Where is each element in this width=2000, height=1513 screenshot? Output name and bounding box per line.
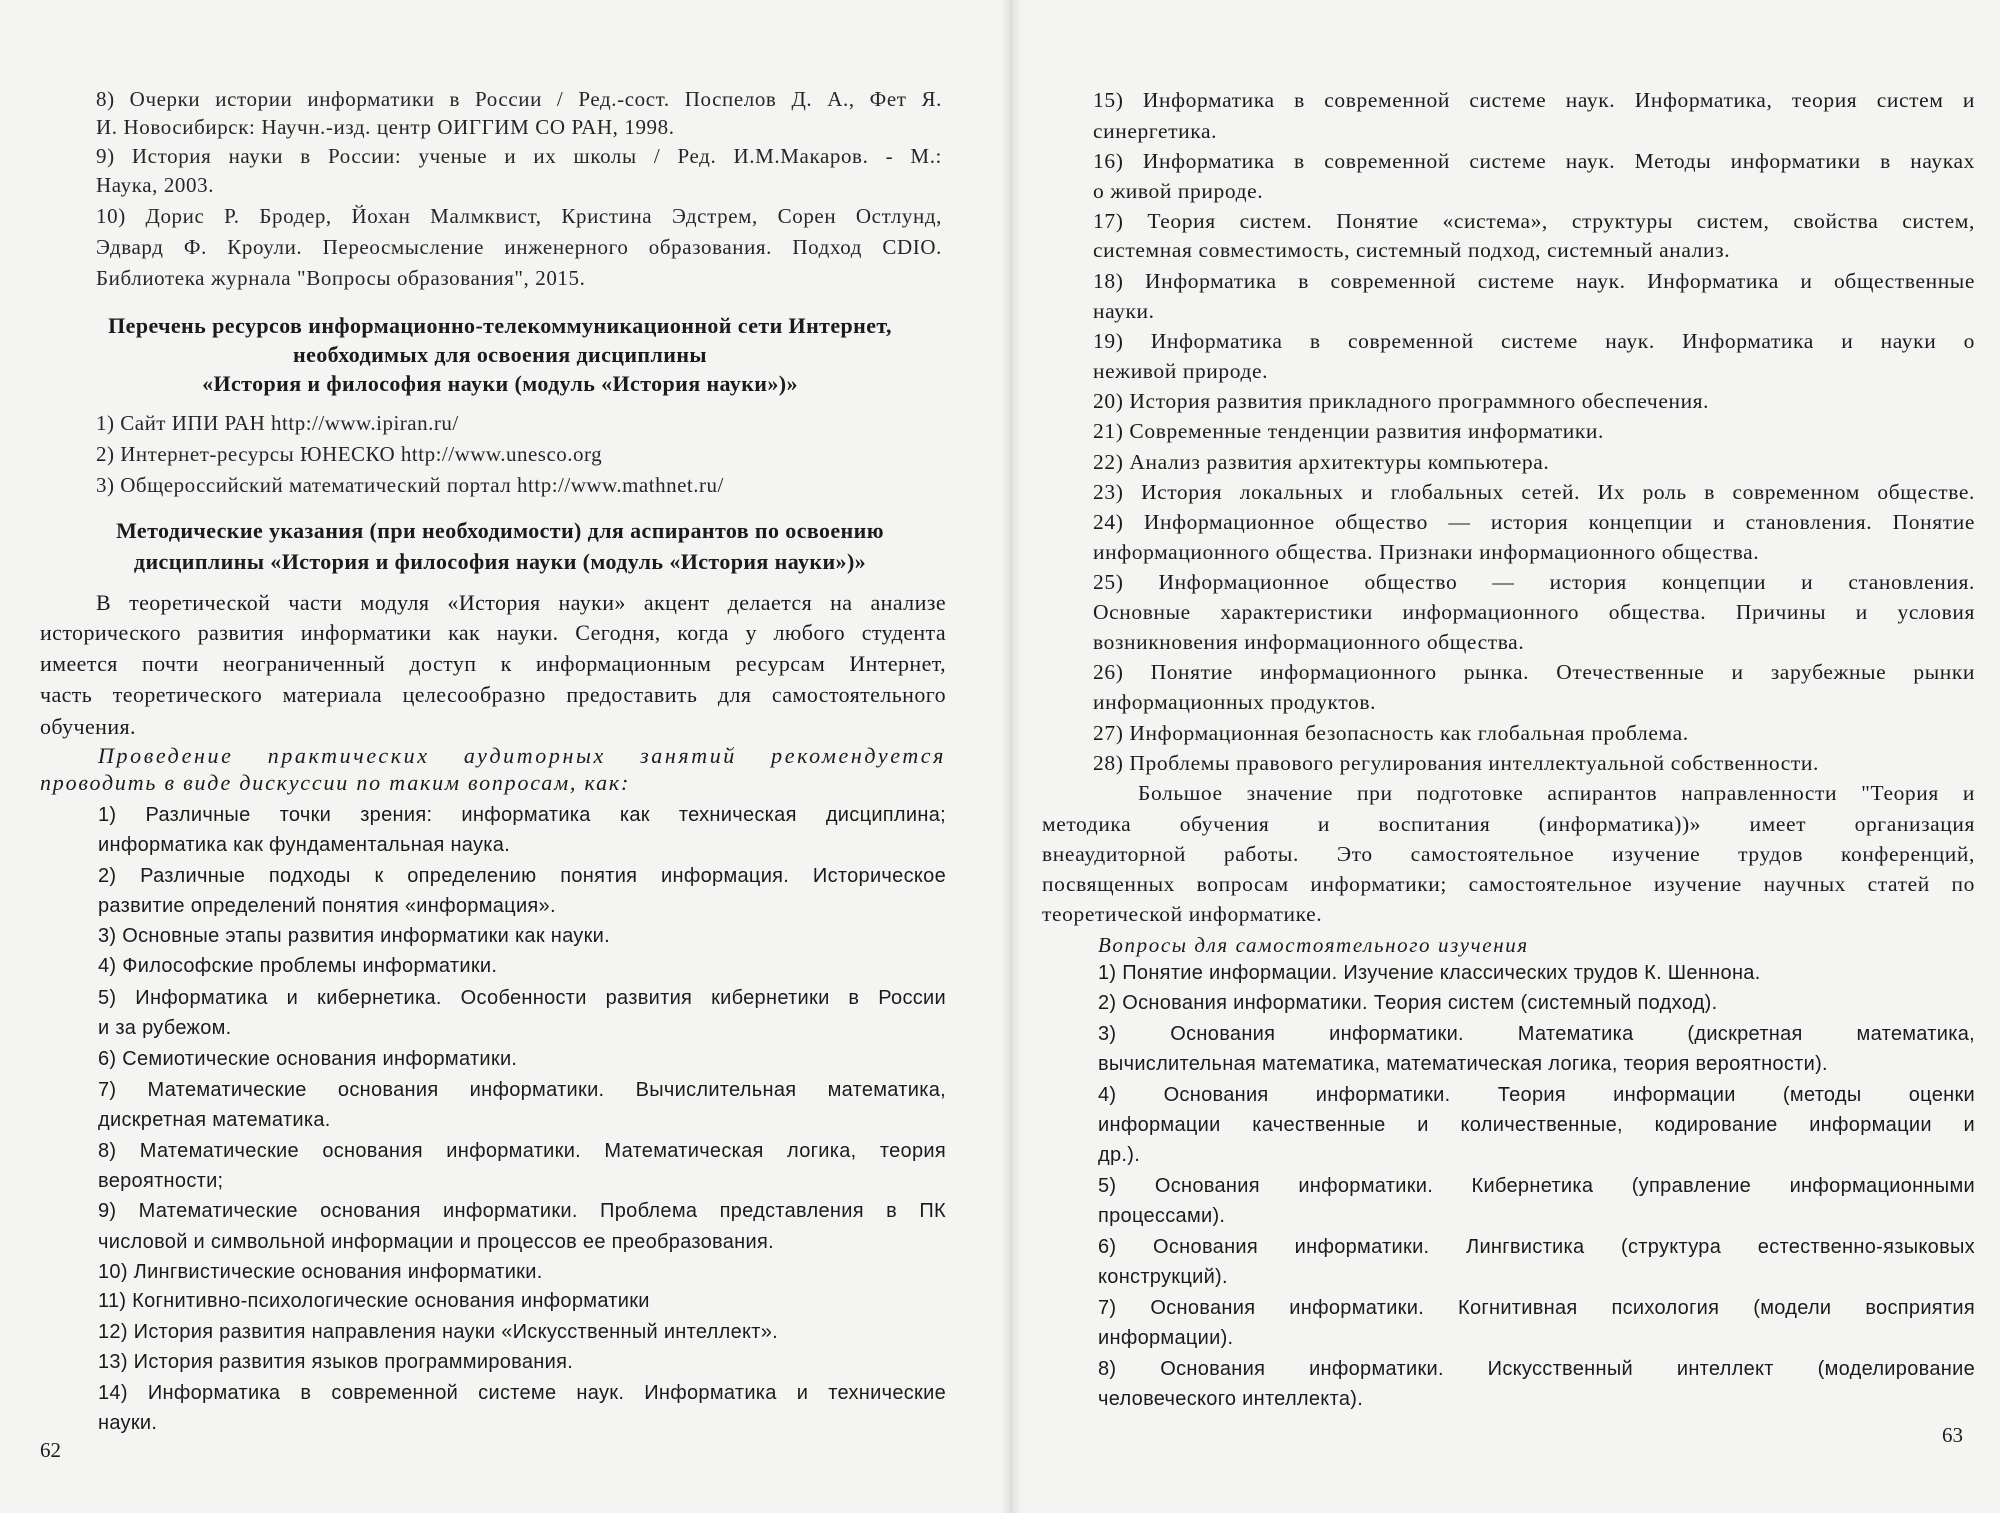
- topic-line: Основные характеристики информационного общества. Причины и условия: [1093, 600, 1975, 624]
- topic-line: и за рубежом.: [98, 1017, 232, 1039]
- page-number: 62: [40, 1438, 61, 1462]
- topic-line: 18) Информатика в современной системе наук. Информатика и общественные: [1093, 269, 1975, 293]
- paragraph-line: Большое значение при подготовке аспирантов направленности "Теория и: [1138, 781, 1975, 805]
- paragraph-line: часть теоретического материала целесообразно предоставить для самостоятельного: [40, 682, 946, 707]
- paragraph-line: теоретической информатике.: [1042, 902, 1323, 926]
- reference-line: Наука, 2003.: [96, 173, 215, 197]
- topic-line: 5) Информатика и кибернетика. Особенности развития кибернетики в России: [98, 987, 946, 1009]
- question-line: 5) Основания информатики. Кибернетика (управление информационными: [1098, 1175, 1975, 1197]
- topic-line: 28) Проблемы правового регулирования интеллектуальной собственности.: [1093, 751, 1819, 775]
- topic-line: 19) Информатика в современной системе наук. Информатика и науки о: [1093, 329, 1975, 353]
- topic-line: вероятности;: [98, 1170, 224, 1192]
- topic-line: 27) Информационная безопасность как глобальная проблема.: [1093, 721, 1689, 745]
- topic-line: возникновения информационного общества.: [1093, 630, 1525, 654]
- resource-item: 1) Сайт ИПИ РАН http://www.ipiran.ru/: [96, 411, 459, 435]
- question-line: 6) Основания информатики. Лингвистика (структура естественно-языковых: [1098, 1236, 1975, 1258]
- heading-line: Методические указания (при необходимости) для аспирантов по освоению: [116, 518, 884, 543]
- topic-line: дискретная математика.: [98, 1109, 331, 1131]
- topic-line: науки.: [98, 1412, 158, 1434]
- self-study-heading: Вопросы для самостоятельного изучения: [1098, 933, 1529, 957]
- question-line: информации качественные и количественные, кодирование информации и: [1098, 1114, 1975, 1136]
- question-line: 2) Основания информатики. Теория систем (системный подход).: [1098, 992, 1718, 1014]
- topic-line: 16) Информатика в современной системе наук. Методы информатики в науках: [1093, 149, 1975, 173]
- topic-line: 12) История развития направления науки «Искусственный интеллект».: [98, 1321, 779, 1343]
- topic-line: науки.: [1093, 299, 1155, 323]
- heading-line: дисциплины «История и философия науки (модуль «История науки»)»: [133, 549, 867, 574]
- topic-line: числовой и символьной информации и процессов ее преобразования.: [98, 1231, 774, 1253]
- topic-line: 2) Различные подходы к определению понятия информация. Историческое: [98, 865, 946, 887]
- paragraph-line: исторического развития информатики как науки. Сегодня, когда у любого студента: [40, 620, 946, 645]
- topic-line: 15) Информатика в современной системе наук. Информатика, теория систем и: [1093, 88, 1975, 112]
- topic-line: о живой природе.: [1093, 179, 1264, 203]
- question-line: 7) Основания информатики. Когнитивная психология (модели восприятия: [1098, 1297, 1975, 1319]
- topic-line: 21) Современные тенденции развития информатики.: [1093, 419, 1605, 443]
- page-number: 63: [1942, 1423, 1963, 1447]
- topic-line: 8) Математические основания информатики. Математическая логика, теория: [98, 1140, 946, 1162]
- reference-line: Библиотека журнала "Вопросы образования", 2015.: [96, 266, 586, 290]
- topic-line: системная совместимость, системный подход, системный анализ.: [1093, 238, 1731, 262]
- heading-line: необходимых для освоения дисциплины: [293, 342, 707, 367]
- topic-line: 4) Философские проблемы информатики.: [98, 955, 498, 977]
- topic-line: 6) Семиотические основания информатики.: [98, 1048, 518, 1070]
- topic-line: неживой природе.: [1093, 359, 1269, 383]
- heading-line: Перечень ресурсов информационно-телекоммуникационной сети Интернет,: [108, 313, 892, 338]
- question-line: конструкций).: [1098, 1266, 1228, 1288]
- right-page: [1010, 0, 2000, 1513]
- topic-line: 7) Математические основания информатики. Вычислительная математика,: [98, 1079, 946, 1101]
- question-line: 3) Основания информатики. Математика (дискретная математика,: [1098, 1023, 1975, 1045]
- paragraph-line: посвященных вопросам информатики; самостоятельное изучение научных статей по: [1042, 872, 1975, 896]
- topic-line: развитие определений понятия «информация».: [98, 895, 556, 917]
- question-line: информации).: [1098, 1327, 1234, 1349]
- topic-line: 23) История локальных и глобальных сетей. Их роль в современном обществе.: [1093, 480, 1975, 504]
- reference-line: 10) Дорис Р. Бродер, Йохан Малмквист, Кристина Эдстрем, Сорен Остлунд,: [96, 204, 942, 228]
- topic-line: 26) Понятие информационного рынка. Отечественные и зарубежные рынки: [1093, 660, 1975, 684]
- reference-line: И. Новосибирск: Научн.-изд. центр ОИГГИМ СО РАН, 1998.: [96, 115, 675, 139]
- question-line: человеческого интеллекта).: [1098, 1388, 1364, 1410]
- italic-line: Проведение практических аудиторных занятий рекомендуется: [98, 743, 946, 768]
- question-line: 1) Понятие информации. Изучение классических трудов К. Шеннона.: [1098, 962, 1761, 984]
- reference-line: 8) Очерки истории информатики в России / Ред.-coст. Поспелов Д. А., Фет Я.: [96, 87, 942, 111]
- italic-line: проводить в виде дискуссии по таким вопросам, как:: [40, 770, 631, 795]
- reference-line: Эдвард Ф. Кроули. Переосмысление инженерного образования. Подход CDIO.: [96, 235, 942, 259]
- heading-line: «История и философия науки (модуль «История науки»)»: [202, 371, 798, 396]
- question-line: 8) Основания информатики. Искусственный интеллект (моделирование: [1098, 1358, 1975, 1380]
- paragraph-line: [96, 592, 946, 614]
- topic-line: 3) Основные этапы развития информатики как науки.: [98, 925, 610, 947]
- topic-line: 17) Теория систем. Понятие «система», структуры систем, свойства систем,: [1093, 209, 1975, 233]
- topic-line: 13) История развития языков программирования.: [98, 1351, 574, 1373]
- question-line: 4) Основания информатики. Теория информации (методы оценки: [1098, 1084, 1975, 1106]
- topic-line: 1) Различные точки зрения: информатика как техническая дисциплина;: [98, 804, 946, 826]
- topic-line: информатика как фундаментальная наука.: [98, 834, 511, 856]
- paragraph-line: обучения.: [40, 714, 136, 739]
- resource-item: 2) Интернет-ресурсы ЮНЕСКО http://www.unesco.org: [96, 442, 603, 466]
- question-line: др.).: [1098, 1144, 1141, 1166]
- topic-line: 22) Анализ развития архитектуры компьютера.: [1093, 450, 1550, 474]
- topic-line: 24) Информационное общество — история концепции и становления. Понятие: [1093, 510, 1975, 534]
- reference-line: 9) История науки в России: ученые и их школы / Ред. И.М.Макаров. - М.:: [96, 144, 942, 168]
- topic-line: 11) Когнитивно-психологические основания информатики: [98, 1290, 650, 1312]
- book-spine-shadow: [1000, 0, 1022, 1513]
- topic-line: 9) Математические основания информатики. Проблема представления в ПК: [98, 1200, 946, 1222]
- topic-line: 14) Информатика в современной системе наук. Информатика и технические: [98, 1382, 946, 1404]
- paragraph-line: внеаудиторной работы. Это самостоятельное изучение трудов конференций,: [1042, 842, 1975, 866]
- topic-line: 20) История развития прикладного программного обеспечения.: [1093, 389, 1710, 413]
- topic-line: синергетика.: [1093, 119, 1218, 143]
- paragraph-text: В теоретической части модуля «История науки» акцент делается на анализе: [96, 590, 946, 615]
- paragraph-line: имеется почти неограниченный доступ к информационным ресурсам Интернет,: [40, 651, 946, 676]
- question-line: вычислительная математика, математическая логика, теория вероятности).: [1098, 1053, 1828, 1075]
- topic-line: 10) Лингвистические основания информатики.: [98, 1261, 543, 1283]
- question-line: процессами).: [1098, 1205, 1226, 1227]
- topic-line: 25) Информационное общество — история концепции и становления.: [1093, 570, 1975, 594]
- topic-line: информационных продуктов.: [1093, 690, 1377, 714]
- topic-line: информационного общества. Признаки информационного общества.: [1093, 540, 1760, 564]
- resource-item: 3) Общероссийский математический портал http://www.mathnet.ru/: [96, 473, 724, 497]
- paragraph-line: методика обучения и воспитания (информатика))» имеет организация: [1042, 812, 1975, 836]
